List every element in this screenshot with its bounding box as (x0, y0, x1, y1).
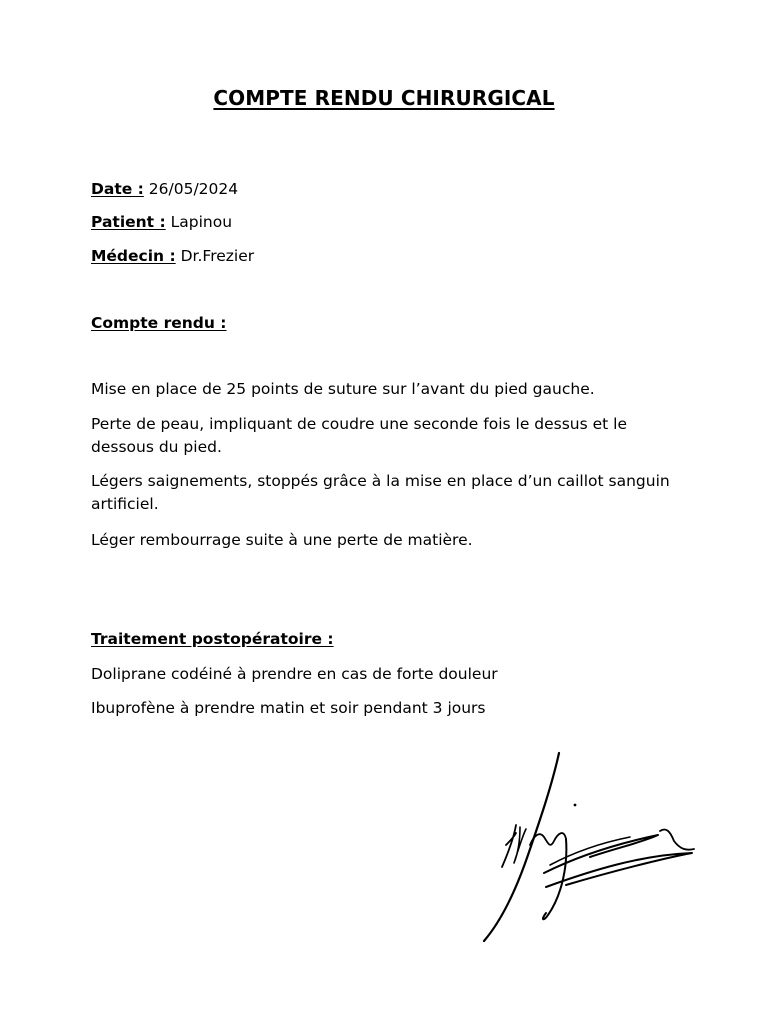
treatment-heading: Traitement postopératoire : (91, 630, 334, 648)
date-value: 26/05/2024 (148, 180, 239, 198)
date-label: Date : (91, 180, 144, 198)
report-paragraph: Légers saignements, stoppés grâce à la mise en place d’un caillot sanguin artificiel. (91, 472, 670, 513)
document-title: COMPTE RENDU CHIRURGICAL (213, 86, 555, 110)
report-heading: Compte rendu : (91, 314, 227, 332)
patient-value: Lapinou (170, 213, 233, 231)
treatment-item: Ibuprofène à prendre matin et soir pendant 3 jours (91, 699, 486, 717)
doctor-label: Médecin : (91, 247, 176, 265)
report-paragraph: Perte de peau, impliquant de coudre une seconde fois le dessus et le dessous du pied. (91, 415, 628, 456)
treatment-item: Doliprane codéiné à prendre en cas de forte douleur (91, 665, 498, 683)
patient-label: Patient : (91, 213, 166, 231)
doctor-line (91, 245, 254, 268)
report-paragraph: Léger rembourrage suite à une perte de matière. (91, 531, 473, 549)
date-line (91, 178, 238, 201)
report-paragraph: Mise en place de 25 points de suture sur l’avant du pied gauche. (91, 380, 595, 398)
patient-line (91, 211, 232, 234)
doctor-value: Dr.Frezier (180, 247, 255, 265)
handwritten-signature-icon (470, 745, 710, 950)
